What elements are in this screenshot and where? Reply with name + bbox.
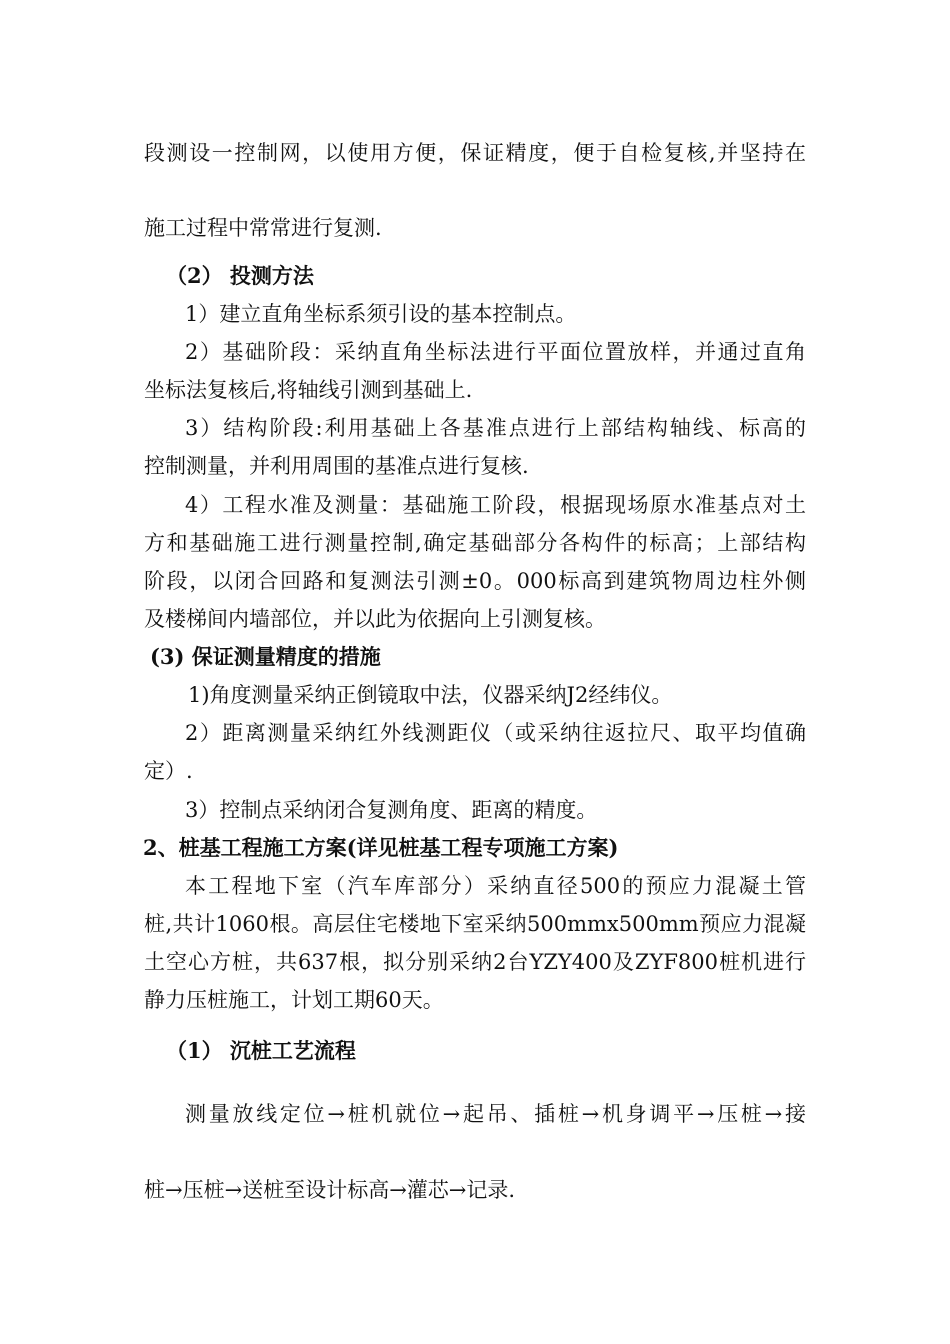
paragraph-line: 方和基础施工进行测量控制,确定基础部分各构件的标高；上部结构 [144,531,806,555]
paragraph-line: 段测设一控制网，以使用方便，保证精度，便于自检复核,并坚持在 [144,141,806,165]
list-item: 3）结构阶段:利用基础上各基准点进行上部结构轴线、标高的 [185,416,806,440]
paragraph-line: 施工过程中常常进行复测. [144,216,382,240]
paragraph-line: 及楼梯间内墙部位，并以此为依据向上引测复核。 [144,607,606,631]
list-item: 1)角度测量采纳正倒镜取中法，仪器采纳J2经纬仪。 [188,683,673,707]
paragraph-line: 桩→压桩→送桩至设计标高→灌芯→记录. [144,1178,516,1202]
paragraph-line: 定）. [144,759,193,783]
list-item: 2）基础阶段：采纳直角坐标法进行平面位置放样，并通过直角 [185,340,806,364]
paragraph-line: 控制测量，并利用周围的基准点进行复核. [144,454,529,478]
subsection-heading: （2） 投测方法 [166,263,314,288]
list-item: 4）工程水准及测量：基础施工阶段，根据现场原水准基点对土 [185,493,806,517]
subsection-heading: (3) 保证测量精度的措施 [150,644,381,669]
list-item: 2）距离测量采纳红外线测距仪（或采纳往返拉尺、取平均值确 [185,721,806,745]
paragraph-line: 本工程地下室（汽车库部分）采纳直径500的预应力混凝土管 [185,874,806,898]
list-item: 1）建立直角坐标系须引设的基本控制点。 [185,302,577,326]
paragraph-line: 阶段，以闭合回路和复测法引测±0。000标高到建筑物周边柱外侧 [144,569,806,593]
paragraph-line: 桩,共计1060根。高层住宅楼地下室采纳500mmx500mm预应力混凝 [144,912,806,936]
paragraph-line: 静力压桩施工，计划工期60天。 [144,988,444,1012]
paragraph-line: 土空心方桩，共637根，拟分别采纳2台YZY400及ZYF800桩机进行 [144,950,806,974]
list-item: 3）控制点采纳闭合复测角度、距离的精度。 [185,798,598,822]
section-heading: 2、桩基工程施工方案(详见桩基工程专项施工方案) [143,835,619,860]
paragraph-line: 坐标法复核后,将轴线引测到基础上. [144,378,473,402]
subsection-heading: （1） 沉桩工艺流程 [166,1038,356,1063]
paragraph-line: 测量放线定位→桩机就位→起吊、插桩→机身调平→压桩→接 [185,1102,806,1126]
